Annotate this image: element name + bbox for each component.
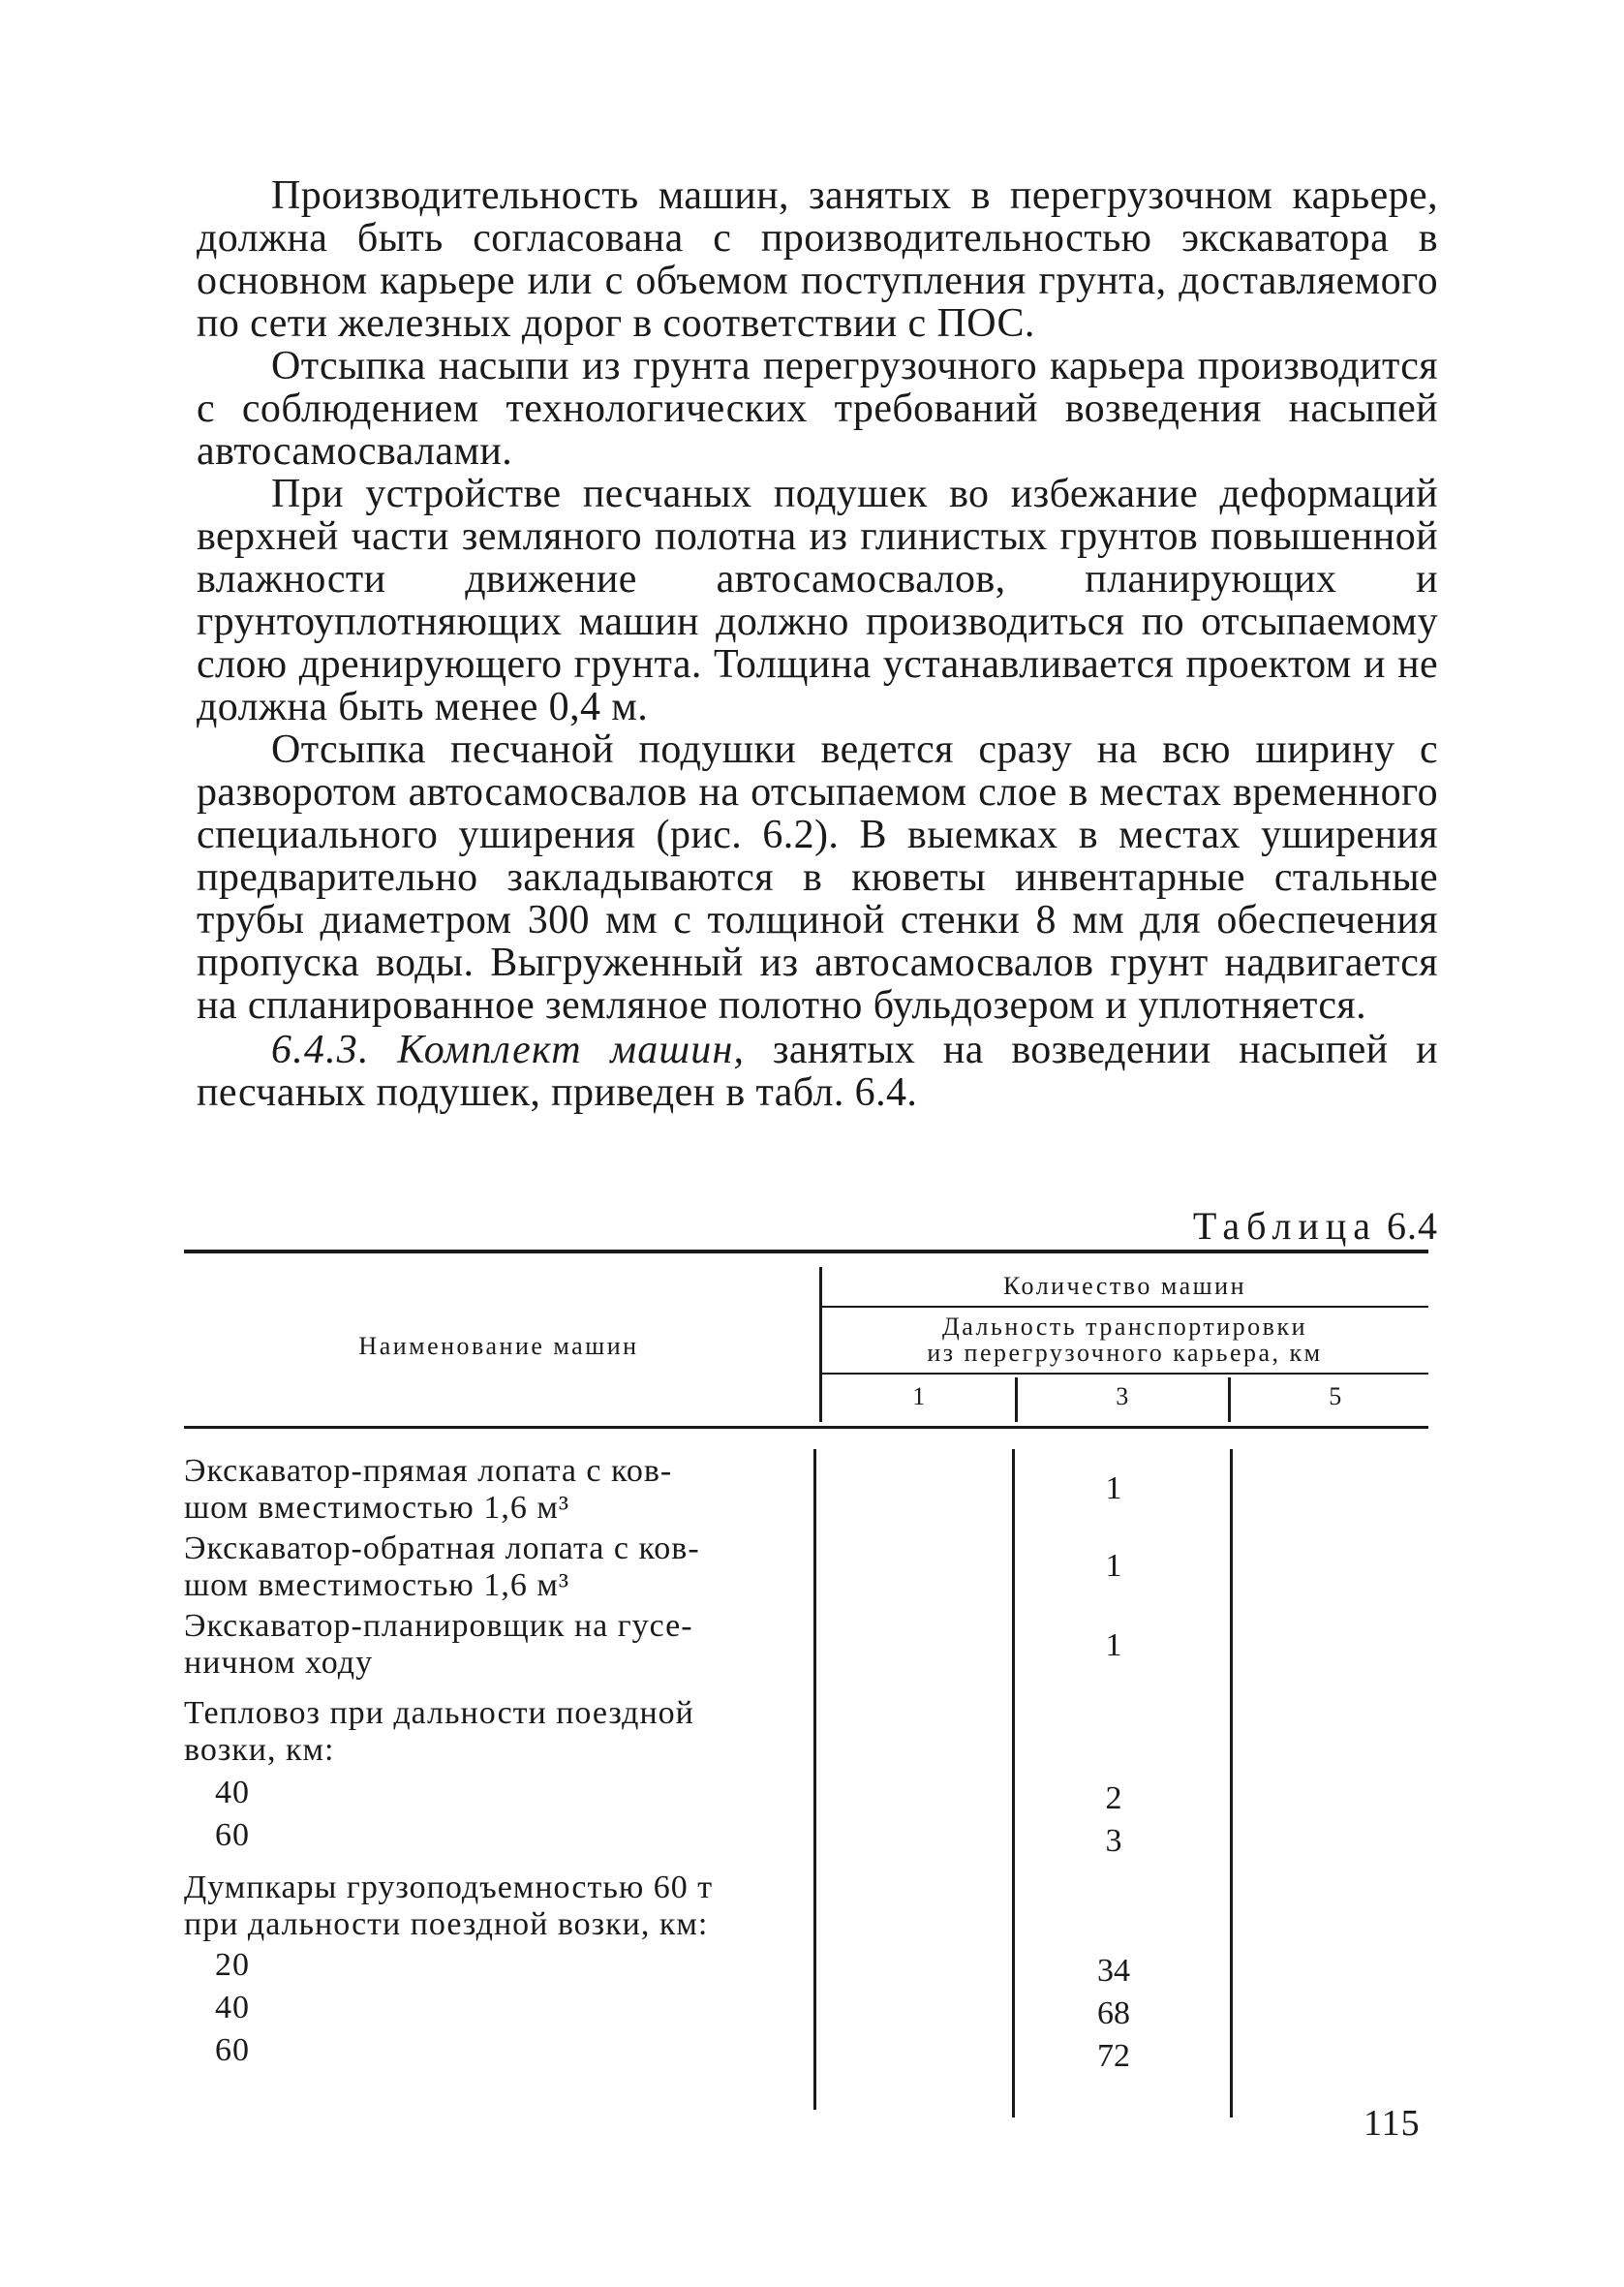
table-cell: 1 [1105,1627,1122,1663]
header-sub-rule [821,1373,1428,1375]
table-row-label: 40 [215,1990,250,2025]
column-divider [813,1449,816,2110]
header-dist-col: 1 [912,1382,928,1410]
table-top-rule [184,1250,1428,1253]
table-cell: 1 [1105,1548,1122,1584]
table-row-label: ничном ходу [184,1645,374,1681]
table-row-label: Экскаватор-планировщик на гусе- [184,1608,693,1644]
table-cell: 72 [1097,2038,1130,2074]
table-row-label: при дальности поездной возки, км: [184,1906,709,1942]
header-dist-col: 3 [1116,1382,1131,1410]
table-row-label: 60 [215,1817,250,1853]
table-row-label: Экскаватор-прямая лопата с ков- [184,1453,673,1489]
table-caption: Таблица 6.4 [1192,1204,1438,1248]
table-row-label: шом вместимостью 1,6 м³ [184,1567,570,1603]
table-row-label: шом вместимостью 1,6 м³ [184,1490,570,1526]
header-name-col: Наименование машин [358,1332,639,1360]
header-dist-col: 5 [1329,1382,1344,1410]
page-number: 115 [1364,2103,1421,2144]
header-group-rule [821,1306,1428,1308]
table-cell: 3 [1105,1823,1122,1859]
paragraph: Отсыпка песчаной подушки ведется сразу на всю ширину с разворотом автосамосвалов на отсыпаемом слое в местах временного специального уширения (рис. 6.2). В выемках в местах уширения предварительно закладываются в кюветы инвентарные стальные трубы диаметром 300 мм с толщиной стенки 8 мм для обеспечения пропуска воды. Выгруженный из автосамосвалов грунт надвигается на спланированное земляное полотно бульдозером и уплотняется. [197,727,1438,1028]
body-text [197,174,1438,1114]
column-divider [1012,1449,1015,2117]
table-cell: 2 [1105,1780,1122,1816]
table-cell: 1 [1105,1470,1122,1506]
table-row-label: Тепловоз при дальности поездной [184,1695,694,1731]
paragraph: Отсыпка насыпи из грунта перегрузочного карьера производится с соблюдением технологических требований возведения насыпей автосамосвалами. [197,344,1438,474]
paragraph: При устройстве песчаных подушек во избежание деформаций верхней части земляного полотна из глинистых грунтов повышенной влажности движение автосамосвалов, планирующих и грунтоуплотняющих машин должно производиться по отсыпаемому слою дренирующего грунта. Толщина устанавливается проектом и не должна быть менее 0,4 м. [197,472,1438,729]
section-number: 6.4.3. [271,1028,370,1072]
paragraph: Производительность машин, занятых в перегрузочном карьере, должна быть согласована с производительностью экскаватора в основном карьере или с объемом поступления грунта, доставляемого по сети железных дорог в соответствии с ПОС. [197,173,1438,346]
table-row-label: 60 [215,2032,250,2068]
header-distance: из перегрузочного карьера, км [927,1339,1323,1367]
header-qty-group: Количество машин [1002,1272,1247,1300]
table-row-label: 40 [215,1775,250,1810]
header-bottom-rule [184,1426,1428,1429]
section-title: Комплект машин, [397,1028,746,1072]
table-row-label: 20 [215,1947,250,1983]
table-row-label: возки, км: [184,1732,335,1768]
table-row-label: Экскаватор-обратная лопата с ков- [184,1530,700,1566]
column-divider [1015,1377,1018,1422]
column-divider [1228,1377,1231,1422]
table-row-label: Думпкары грузоподъемностью 60 т [184,1870,714,1905]
section-text: занятых на возведении насыпей и песчаных подушек, приведен в табл. 6.4. [197,1028,1439,1115]
section-reference [197,1029,1438,1114]
column-divider [1230,1449,1233,2117]
table-cell: 34 [1097,1953,1130,1989]
table-cell: 68 [1097,1995,1130,2031]
header-distance: Дальность транспортировки [941,1313,1307,1341]
